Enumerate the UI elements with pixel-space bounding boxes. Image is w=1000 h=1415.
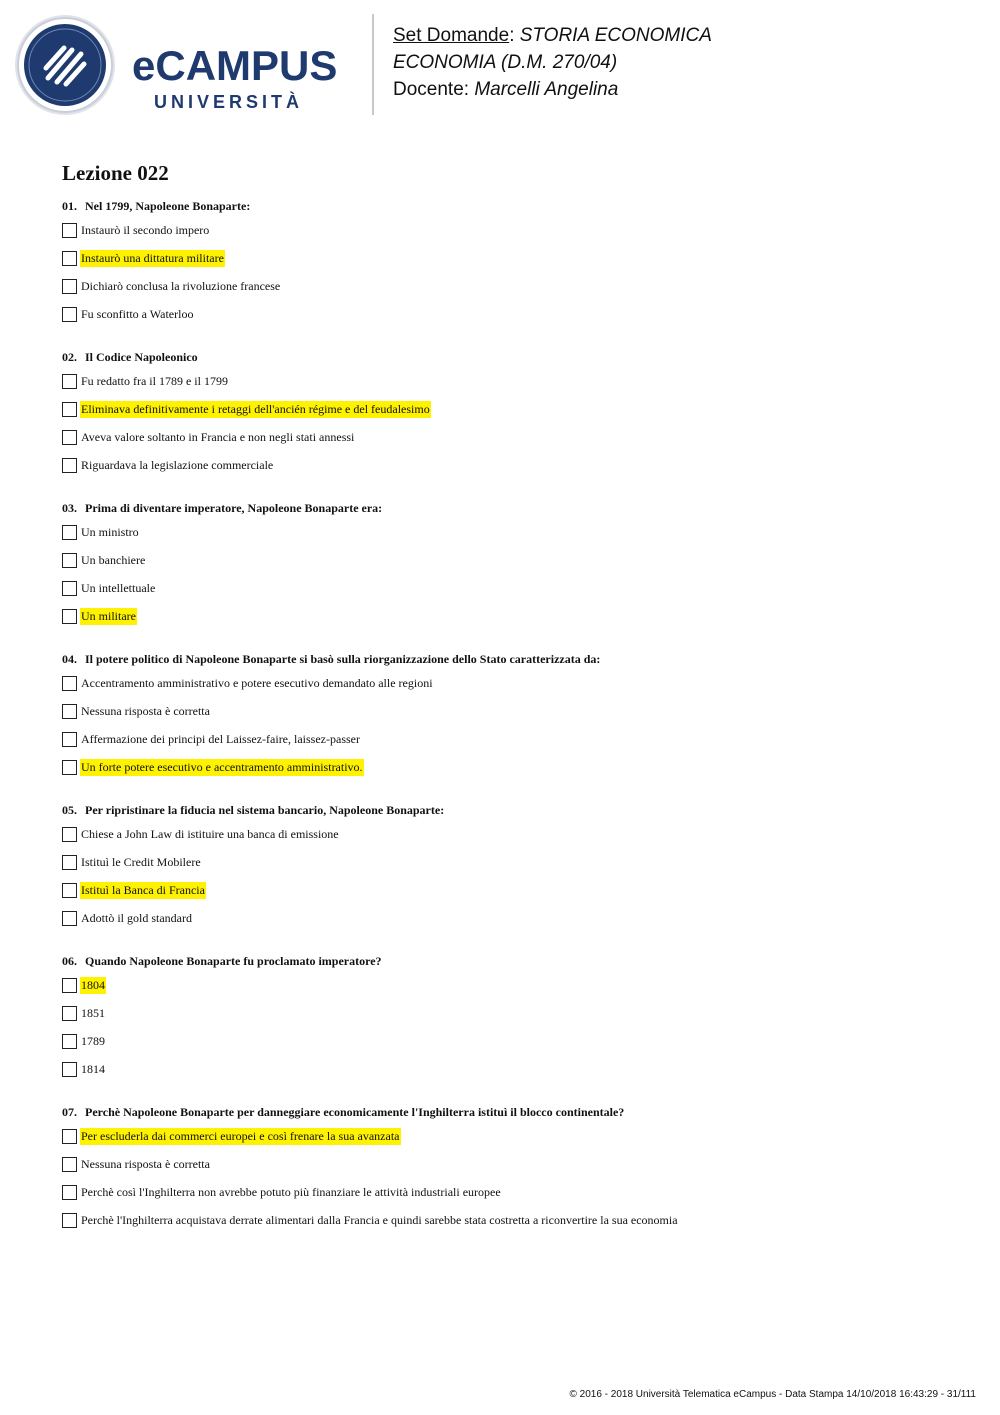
answer-checkbox[interactable]	[62, 883, 77, 898]
answer-checkbox[interactable]	[62, 1157, 77, 1172]
answer-option[interactable]	[62, 306, 962, 334]
answer-label-correct: 1804	[81, 978, 105, 992]
set-label: Set Domande	[393, 25, 510, 46]
answer-option[interactable]	[62, 401, 962, 429]
answer-checkbox[interactable]	[62, 374, 77, 389]
answer-checkbox[interactable]	[62, 1006, 77, 1021]
answer-label-correct: Un forte potere esecutivo e accentramento amministrativo.	[81, 760, 363, 774]
question-label: Nel 1799, Napoleone Bonaparte:	[85, 199, 251, 213]
answer-checkbox[interactable]	[62, 911, 77, 926]
brand-name: eCAMPUS	[132, 42, 338, 89]
page-footer: © 2016 - 2018 Università Telematica eCampus - Data Stampa 14/10/2018 16:43:29 - 31/111	[569, 1389, 976, 1400]
question-item	[62, 498, 962, 649]
course-name: STORIA ECONOMICA	[519, 25, 712, 46]
answer-label: 1851	[81, 1006, 105, 1020]
answer-label: 1814	[81, 1062, 105, 1076]
answer-checkbox[interactable]	[62, 223, 77, 238]
answer-checkbox[interactable]	[62, 978, 77, 993]
course-line-2	[393, 49, 712, 76]
answer-label: Aveva valore soltanto in Francia e non negli stati annessi	[81, 430, 355, 444]
answer-option[interactable]	[62, 854, 962, 882]
answer-checkbox[interactable]	[62, 827, 77, 842]
answer-option[interactable]	[62, 977, 962, 1005]
question-text	[62, 951, 962, 971]
answer-option[interactable]	[62, 1156, 962, 1184]
question-text	[62, 649, 962, 669]
answer-label: Un ministro	[81, 525, 139, 539]
question-text	[62, 498, 962, 518]
question-item	[62, 347, 962, 498]
answer-option[interactable]	[62, 608, 962, 636]
answer-checkbox[interactable]	[62, 251, 77, 266]
answer-checkbox[interactable]	[62, 676, 77, 691]
answer-label: Dichiarò conclusa la rivoluzione francese	[81, 279, 281, 293]
question-text	[62, 800, 962, 820]
answer-option[interactable]	[62, 429, 962, 457]
question-label: Il potere politico di Napoleone Bonaparte si basò sulla riorganizzazione dello Stato caratterizzata da:	[85, 652, 601, 666]
ecampus-logo	[14, 14, 359, 116]
question-number: 05.	[62, 803, 77, 817]
answer-label: Affermazione dei principi del Laissez-faire, laissez-passer	[81, 732, 360, 746]
answer-option[interactable]	[62, 675, 962, 703]
question-number: 02.	[62, 350, 77, 364]
answer-label: Accentramento amministrativo e potere esecutivo demandato alle regioni	[81, 676, 433, 690]
answer-option[interactable]	[62, 278, 962, 306]
question-list	[62, 196, 962, 1253]
question-label: Prima di diventare imperatore, Napoleone Bonaparte era:	[85, 501, 383, 515]
answer-label: Riguardava la legislazione commerciale	[81, 458, 274, 472]
course-info	[393, 22, 712, 103]
answer-checkbox[interactable]	[62, 1185, 77, 1200]
question-label: Quando Napoleone Bonaparte fu proclamato imperatore?	[85, 954, 382, 968]
answer-label-correct: Instaurò una dittatura militare	[81, 251, 224, 265]
answer-checkbox[interactable]	[62, 430, 77, 445]
question-number: 06.	[62, 954, 77, 968]
course-degree: ECONOMIA (D.M. 270/04)	[393, 52, 618, 73]
answer-checkbox[interactable]	[62, 581, 77, 596]
question-label: Il Codice Napoleonico	[85, 350, 198, 364]
answer-option[interactable]	[62, 552, 962, 580]
answer-option[interactable]	[62, 826, 962, 854]
answer-label-correct: Istituì la Banca di Francia	[81, 883, 205, 897]
lesson-title: Lezione 022	[62, 161, 169, 185]
teacher-name: Marcelli Angelina	[474, 79, 619, 100]
answer-label: 1789	[81, 1034, 105, 1048]
answer-option[interactable]	[62, 1033, 962, 1061]
answer-option[interactable]	[62, 250, 962, 278]
question-number: 03.	[62, 501, 77, 515]
question-number: 01.	[62, 199, 77, 213]
answer-option[interactable]	[62, 373, 962, 401]
answer-checkbox[interactable]	[62, 855, 77, 870]
question-label: Per ripristinare la fiducia nel sistema bancario, Napoleone Bonaparte:	[85, 803, 445, 817]
question-item	[62, 1102, 962, 1253]
teacher-label: Docente:	[393, 79, 470, 100]
answer-option[interactable]	[62, 703, 962, 731]
answer-option[interactable]	[62, 882, 962, 910]
answer-label: Nessuna risposta è corretta	[81, 1157, 210, 1171]
answer-option[interactable]	[62, 524, 962, 552]
answer-label: Istituì le Credit Mobilere	[81, 855, 201, 869]
question-item	[62, 951, 962, 1102]
answer-label: Fu sconfitto a Waterloo	[81, 307, 194, 321]
answer-option[interactable]	[62, 1184, 962, 1212]
brand-subtitle: UNIVERSITÀ	[154, 92, 304, 112]
question-label: Perchè Napoleone Bonaparte per danneggiare economicamente l'Inghilterra istituì il blocco continentale?	[85, 1105, 625, 1119]
answer-checkbox[interactable]	[62, 458, 77, 473]
answer-checkbox[interactable]	[62, 525, 77, 540]
answer-option[interactable]	[62, 1212, 962, 1240]
answer-checkbox[interactable]	[62, 1129, 77, 1144]
answer-label: Instaurò il secondo impero	[81, 223, 210, 237]
answer-option[interactable]	[62, 759, 962, 787]
answer-checkbox[interactable]	[62, 553, 77, 568]
answer-checkbox[interactable]	[62, 732, 77, 747]
question-number: 04.	[62, 652, 77, 666]
answer-checkbox[interactable]	[62, 402, 77, 417]
answer-option[interactable]	[62, 580, 962, 608]
question-text	[62, 196, 962, 216]
answer-label: Adottò il gold standard	[81, 911, 192, 925]
answer-option[interactable]	[62, 457, 962, 485]
answer-label: Un banchiere	[81, 553, 146, 567]
answer-label: Perchè così l'Inghilterra non avrebbe potuto più finanziare le attività industriali europee	[81, 1185, 501, 1199]
answer-label-correct: Un militare	[81, 609, 136, 623]
question-text	[62, 1102, 962, 1122]
header-divider	[372, 14, 374, 115]
answer-label: Nessuna risposta è corretta	[81, 704, 210, 718]
question-item	[62, 649, 962, 800]
ecampus-seal-icon	[14, 14, 116, 116]
answer-option[interactable]	[62, 1061, 962, 1089]
set-separator: :	[509, 25, 515, 46]
answer-checkbox[interactable]	[62, 1213, 77, 1228]
answer-checkbox[interactable]	[62, 279, 77, 294]
answer-option[interactable]	[62, 1128, 962, 1156]
answer-label: Chiese a John Law di istituire una banca di emissione	[81, 827, 339, 841]
answer-checkbox[interactable]	[62, 609, 77, 624]
answer-checkbox[interactable]	[62, 704, 77, 719]
answer-checkbox[interactable]	[62, 760, 77, 775]
answer-label-correct: Eliminava definitivamente i retaggi dell'ancién régime e del feudalesimo	[81, 402, 430, 416]
answer-option[interactable]	[62, 910, 962, 938]
question-text	[62, 347, 962, 367]
answer-label: Un intellettuale	[81, 581, 156, 595]
answer-option[interactable]	[62, 222, 962, 250]
answer-label: Perchè l'Inghilterra acquistava derrate alimentari dalla Francia e quindi sarebbe stata costretta a riconvertire la sua economia	[81, 1213, 678, 1227]
answer-label: Fu redatto fra il 1789 e il 1799	[81, 374, 228, 388]
answer-option[interactable]	[62, 731, 962, 759]
teacher-line	[393, 76, 712, 103]
answer-checkbox[interactable]	[62, 307, 77, 322]
question-item	[62, 196, 962, 347]
question-number: 07.	[62, 1105, 77, 1119]
answer-checkbox[interactable]	[62, 1034, 77, 1049]
question-item	[62, 800, 962, 951]
answer-label-correct: Per escluderla dai commerci europei e così frenare la sua avanzata	[81, 1129, 400, 1143]
answer-checkbox[interactable]	[62, 1062, 77, 1077]
course-line-1	[393, 22, 712, 49]
answer-option[interactable]	[62, 1005, 962, 1033]
